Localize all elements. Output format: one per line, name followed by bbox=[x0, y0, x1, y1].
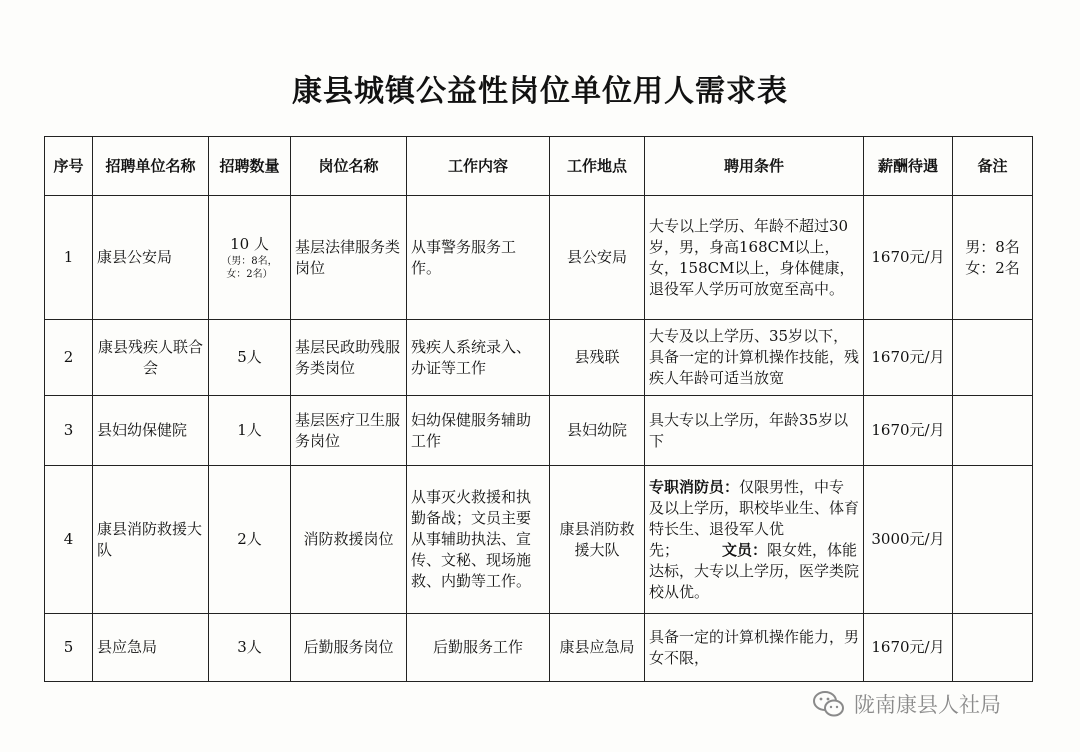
row-location: 康县消防救援大队 bbox=[550, 466, 645, 614]
table-row bbox=[45, 196, 1033, 320]
row-count: 2人 bbox=[209, 466, 291, 614]
demand-table bbox=[44, 136, 1033, 682]
row-note bbox=[953, 396, 1033, 466]
row-salary: 1670元/月 bbox=[864, 396, 953, 466]
row-unit: 县妇幼保健院 bbox=[93, 396, 209, 466]
header-cell: 工作内容 bbox=[407, 137, 550, 196]
header-cell: 聘用条件 bbox=[645, 137, 864, 196]
row-conditions: 大专以上学历、年龄不超过30岁，男，身高168CM以上，女，158CM以上，身体健康，退役军人学历可放宽至高中。 bbox=[645, 196, 864, 320]
row-conditions: 具备一定的计算机操作能力，男女不限， bbox=[645, 614, 864, 682]
row-count-note: （男：8名，女：2名） bbox=[221, 256, 278, 280]
header-cell: 薪酬待遇 bbox=[864, 137, 953, 196]
row-no: 5 bbox=[45, 614, 93, 682]
row-content: 从事警务服务工作。 bbox=[407, 196, 550, 320]
row-content: 残疾人系统录入、办证等工作 bbox=[407, 320, 550, 396]
condition-text: 限女姓，体能达标，大专以上学历，医学类院校从优。 bbox=[649, 540, 860, 601]
row-location: 县公安局 bbox=[550, 196, 645, 320]
row-count: 5人 bbox=[209, 320, 291, 396]
watermark-text: 陇南康县人社局 bbox=[854, 693, 1001, 717]
row-unit: 康县残疾人联合会 bbox=[93, 320, 209, 396]
condition-label: 专职消防员： bbox=[649, 477, 740, 496]
row-note bbox=[953, 614, 1033, 682]
row-no: 1 bbox=[45, 196, 93, 320]
row-conditions-cell bbox=[645, 466, 864, 614]
watermark bbox=[812, 686, 1001, 722]
row-post: 消防救援岗位 bbox=[291, 466, 407, 614]
row-unit: 县应急局 bbox=[93, 614, 209, 682]
row-salary: 1670元/月 bbox=[864, 196, 953, 320]
row-post: 基层医疗卫生服务岗位 bbox=[291, 396, 407, 466]
table-row bbox=[45, 396, 1033, 466]
row-count: 10 人 bbox=[230, 235, 269, 253]
row-salary: 1670元/月 bbox=[864, 320, 953, 396]
row-salary: 1670元/月 bbox=[864, 614, 953, 682]
header-cell: 岗位名称 bbox=[291, 137, 407, 196]
row-unit: 康县消防救援大队 bbox=[93, 466, 209, 614]
row-no: 3 bbox=[45, 396, 93, 466]
header-cell: 工作地点 bbox=[550, 137, 645, 196]
row-location: 县妇幼院 bbox=[550, 396, 645, 466]
table-row bbox=[45, 466, 1033, 614]
row-no: 2 bbox=[45, 320, 93, 396]
row-post: 后勤服务岗位 bbox=[291, 614, 407, 682]
row-content: 从事灭火救援和执勤备战；文员主要从事辅助执法、宣传、文秘、现场施救、内勤等工作。 bbox=[407, 466, 550, 614]
row-note: 男：8名 女：2名 bbox=[953, 196, 1033, 320]
row-location: 康县应急局 bbox=[550, 614, 645, 682]
row-count: 3人 bbox=[209, 614, 291, 682]
header-cell: 招聘数量 bbox=[209, 137, 291, 196]
row-salary: 3000元/月 bbox=[864, 466, 953, 614]
row-location: 县残联 bbox=[550, 320, 645, 396]
header-cell: 序号 bbox=[45, 137, 93, 196]
row-note bbox=[953, 320, 1033, 396]
row-note bbox=[953, 466, 1033, 614]
row-unit: 康县公安局 bbox=[93, 196, 209, 320]
row-content: 后勤服务工作 bbox=[407, 614, 550, 682]
row-count: 1人 bbox=[209, 396, 291, 466]
row-post: 基层法律服务类岗位 bbox=[291, 196, 407, 320]
row-no: 4 bbox=[45, 466, 93, 614]
row-count-cell bbox=[209, 196, 291, 320]
page-title: 康县城镇公益性岗位单位用人需求表 bbox=[292, 74, 788, 109]
condition-text: 仅限男性，中专及以上学历，职校毕业生、体育特长生、退役军人优先； bbox=[649, 477, 860, 559]
row-content: 妇幼保健服务辅助工作 bbox=[407, 396, 550, 466]
header-cell: 招聘单位名称 bbox=[93, 137, 209, 196]
condition-label: 文员： bbox=[721, 540, 767, 559]
row-conditions: 大专及以上学历、35岁以下，具备一定的计算机操作技能，残疾人年龄可适当放宽 bbox=[645, 320, 864, 396]
wechat-icon bbox=[812, 689, 846, 719]
row-conditions: 具大专以上学历，年龄35岁以下 bbox=[645, 396, 864, 466]
header-row bbox=[45, 137, 1033, 196]
table-row bbox=[45, 320, 1033, 396]
header-cell: 备注 bbox=[953, 137, 1033, 196]
table-row bbox=[45, 614, 1033, 682]
row-post: 基层民政助残服务类岗位 bbox=[291, 320, 407, 396]
